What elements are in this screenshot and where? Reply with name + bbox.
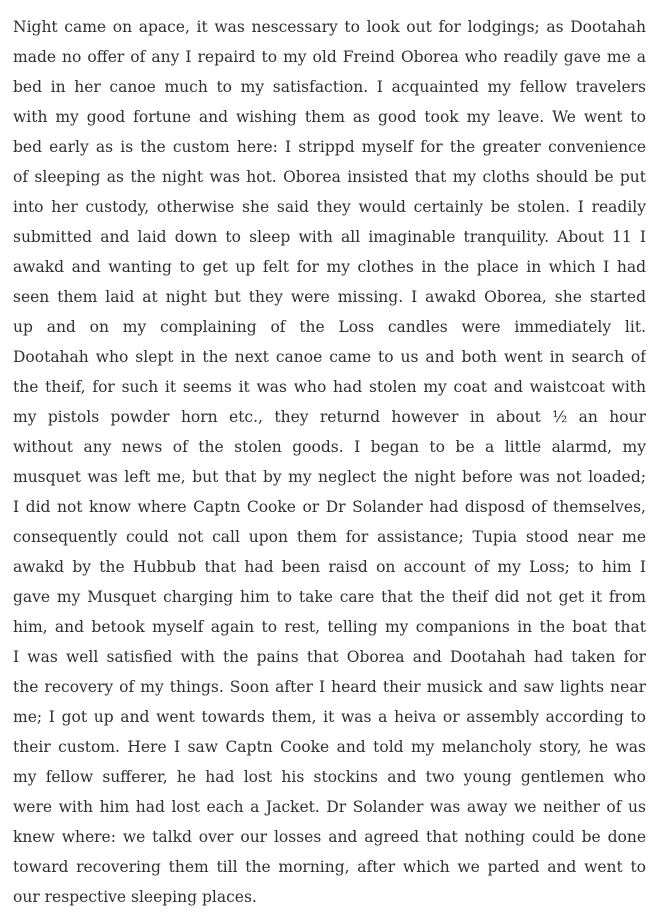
text-line: awakd by the Hubbub that had been raisd on account of my Loss; to him I	[13, 558, 646, 576]
text-line: musquet was left me, but that by my neglect the night before was not loaded;	[13, 468, 646, 486]
text-line: our respective sleeping places.	[13, 888, 257, 906]
text-line: me; I got up and went towards them, it was a heiva or assembly according to	[13, 708, 646, 726]
text-line: were with him had lost each a Jacket. Dr Solander was away we neither of us	[13, 798, 646, 816]
text-line: submitted and laid down to sleep with all imaginable tranquility. About 11 I	[13, 228, 646, 246]
text-line: I was well satisfied with the pains that Oborea and Dootahah had taken for	[13, 648, 646, 666]
text-line: the theif, for such it seems it was who had stolen my coat and waistcoat with	[13, 378, 646, 396]
journal-passage	[13, 12, 646, 912]
text-line: without any news of the stolen goods. I began to be a little alarmd, my	[13, 438, 646, 456]
text-line: their custom. Here I saw Captn Cooke and told my melancholy story, he was	[13, 738, 646, 756]
text-line: knew where: we talkd over our losses and agreed that nothing could be done	[13, 828, 646, 846]
text-line: bed early as is the custom here: I strippd myself for the greater convenience	[13, 138, 646, 156]
text-line: Night came on apace, it was nescessary to look out for lodgings; as Dootahah	[13, 18, 646, 36]
text-line: Dootahah who slept in the next canoe came to us and both went in search of	[13, 348, 646, 366]
text-line: bed in her canoe much to my satisfaction. I acquainted my fellow travelers	[13, 78, 646, 96]
text-line: with my good fortune and wishing them as good took my leave. We went to	[13, 108, 646, 126]
text-line: made no offer of any I repaird to my old Freind Oborea who readily gave me a	[13, 48, 646, 66]
text-line: seen them laid at night but they were missing. I awakd Oborea, she started	[13, 288, 646, 306]
text-line: into her custody, otherwise she said they would certainly be stolen. I readily	[13, 198, 646, 216]
text-line: gave my Musquet charging him to take care that the theif did not get it from	[13, 588, 646, 606]
text-line: him, and betook myself again to rest, telling my companions in the boat that	[13, 618, 646, 636]
text-line: toward recovering them till the morning, after which we parted and went to	[13, 858, 646, 876]
text-line: up and on my complaining of the Loss candles were immediately lit.	[13, 318, 646, 336]
text-line: I did not know where Captn Cooke or Dr Solander had disposd of themselves,	[13, 498, 646, 516]
text-line: the recovery of my things. Soon after I heard their musick and saw lights near	[13, 678, 646, 696]
text-line: awakd and wanting to get up felt for my clothes in the place in which I had	[13, 258, 646, 276]
text-line: consequently could not call upon them for assistance; Tupia stood near me	[13, 528, 646, 546]
text-line: my pistols powder horn etc., they returnd however in about ½ an hour	[13, 408, 646, 426]
text-line: of sleeping as the night was hot. Oborea insisted that my cloths should be put	[13, 168, 646, 186]
text-line: my fellow sufferer, he had lost his stockins and two young gentlemen who	[13, 768, 646, 786]
